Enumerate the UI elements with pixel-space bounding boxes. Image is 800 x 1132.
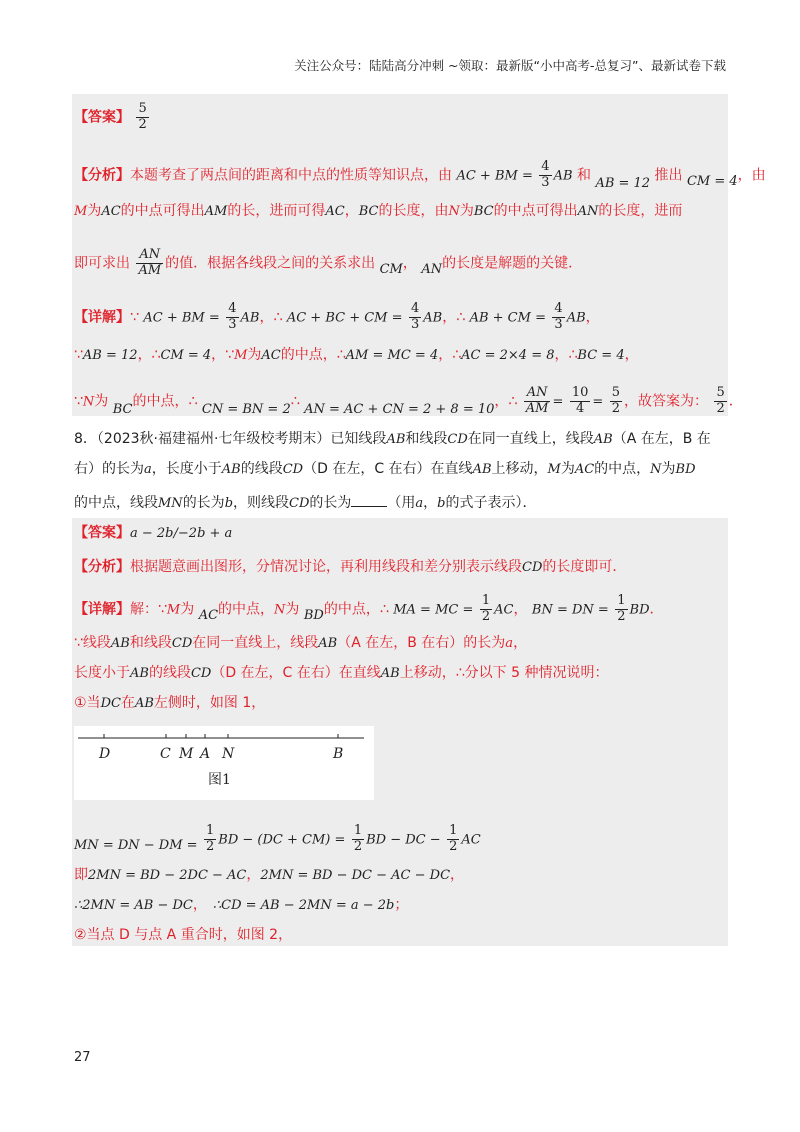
q8-eq-1: MN = DN − DM = $\frac{1}{2}$ BD − (DC + CM) = $\frac{1}{2}$ BD − DC − $\frac{1}{2}$ AC (74, 823, 481, 854)
q8-detail-line-2: ∵线段AB和线段CD在同一直线上，线段AB（A 在左，B 在右）的长为a， (74, 635, 528, 651)
figure-1-diagram (74, 726, 374, 800)
page-header: 关注公众号：陆陆高分冲刺 ~领取：最新版“小中高考-总复习”、最新试卷下载 (294, 58, 726, 73)
page-number: 27 (74, 1050, 91, 1065)
fraction-4-3: $\frac{4}{3}$ (410, 301, 420, 332)
q8-answer-line: 【答案】a − 2b/−2b + a (74, 525, 233, 541)
label-M: M (179, 746, 194, 762)
q7-analysis-line-1: 【分析】本题考查了两点间的距离和中点的性质等知识点，由 AC + BM = $\frac{4}{3}$ AB 和 AB = 12 推出 CM = 4，由 (74, 159, 766, 192)
q7-detail-line-1: 【详解】∵ AC + BM = $\frac{4}{3}$ AB，∴ AC + BC + CM = $\frac{4}{3}$ AB，∴ AB + CM = $\frac{4}{3}$ AB， (74, 301, 600, 332)
fraction-10-4: $\frac{10}{4}$ (571, 385, 589, 416)
fraction-5-2: $\frac{5}{2}$ (611, 385, 621, 416)
label-N: N (222, 746, 235, 762)
figure-caption: 图1 (208, 772, 231, 788)
fraction-1-2: $\frac{1}{2}$ (449, 823, 458, 854)
answer-fraction: $\frac{5}{2}$ (138, 101, 147, 132)
fraction-5-2: $\frac{5}{2}$ (716, 385, 725, 416)
fraction-4-3: $\frac{4}{3}$ (228, 301, 237, 332)
q8-detail-line-3: 长度小于AB的线段CD（D 在左，C 在右）在直线AB上移动，∴分以下 5 种情况说明： (74, 665, 609, 681)
answer-blank (351, 494, 387, 507)
q8-analysis-line: 【分析】根据题意画出图形，分情况讨论，再利用线段和差分别表示线段CD的长度即可． (74, 559, 627, 575)
fraction-4-3: $\frac{4}{3}$ (554, 301, 563, 332)
q7-analysis-line-3: 即可求出 $\frac{AN}{AM}$ 的值．根据各线段之间的关系求出 CM， AN的长度是解题的关键． (74, 247, 583, 278)
q8-eq-3: ∴2MN = AB − DC， ∴CD = AB − 2MN = a − 2b； (74, 897, 409, 913)
fraction-an-am: $\frac{AN}{AM}$ (138, 247, 162, 278)
q8-eq-2: 即2MN = BD − 2DC − AC，2MN = BD − DC − AC − DC， (74, 867, 465, 883)
q8-question-line-2: 右）的长为a，长度小于AB的线段CD（D 在左，C 在右）在直线AB上移动，M为AC的中点，N为BD (74, 461, 696, 477)
q8-question-line-1: 8．（2023秋·福建福州·七年级校考期末）已知线段AB和线段CD在同一直线上，线段AB（A 在左，B 在 (74, 431, 711, 447)
q8-detail-line-1: 【详解】解：∵M为 AC的中点，N为 BD的中点，∴ MA = MC = $\frac{1}{2}$ AC， BN = DN = $\frac{1}{2}$ BD． (74, 593, 664, 624)
answer-tag: 【答案】 (74, 109, 130, 126)
fraction-1-2: $\frac{1}{2}$ (206, 823, 215, 854)
q8-case-1: ①当DC在AB左侧时，如图 1， (74, 695, 266, 711)
q8-case-2: ②当点 D 与点 A 重合时，如图 2， (74, 927, 293, 943)
fraction-1-2: $\frac{1}{2}$ (481, 593, 491, 624)
label-D: D (99, 746, 111, 762)
fraction-an-am: $\frac{AN}{AM}$ (525, 385, 549, 416)
label-C: C (160, 746, 171, 762)
label-B: B (333, 746, 344, 762)
label-A: A (200, 746, 211, 762)
fraction-4-3: $\frac{4}{3}$ (541, 159, 550, 190)
q7-answer-line (74, 102, 151, 133)
figure-1 (74, 726, 374, 800)
fraction-1-2: $\frac{1}{2}$ (353, 823, 363, 854)
fraction-1-2: $\frac{1}{2}$ (617, 593, 626, 624)
q7-analysis-line-2: M为AC的中点可得出AM的长，进而可得AC，BC的长度，由N为BC的中点可得出AN的长度，进而 (74, 203, 683, 219)
q7-detail-line-3: ∵N为 BC的中点，∴ CN = BN = 2∴ AN = AC + CN = 2 + 8 = 10，∴ $\frac{AN}{AM}$ = $\frac{10}{4}$ = $\frac{5}{2}$ ，故答案为： $\frac{5}{2}$ ． (74, 385, 743, 418)
q7-detail-line-2: ∵AB = 12，∴CM = 4，∵M为AC的中点，∴AM = MC = 4，∴AC = 2×4 = 8，∴BC = 4， (74, 347, 639, 363)
q8-question-line-3: 的中点，线段MN的长为b，则线段CD的长为 （用a，b的式子表示）． (74, 495, 537, 511)
